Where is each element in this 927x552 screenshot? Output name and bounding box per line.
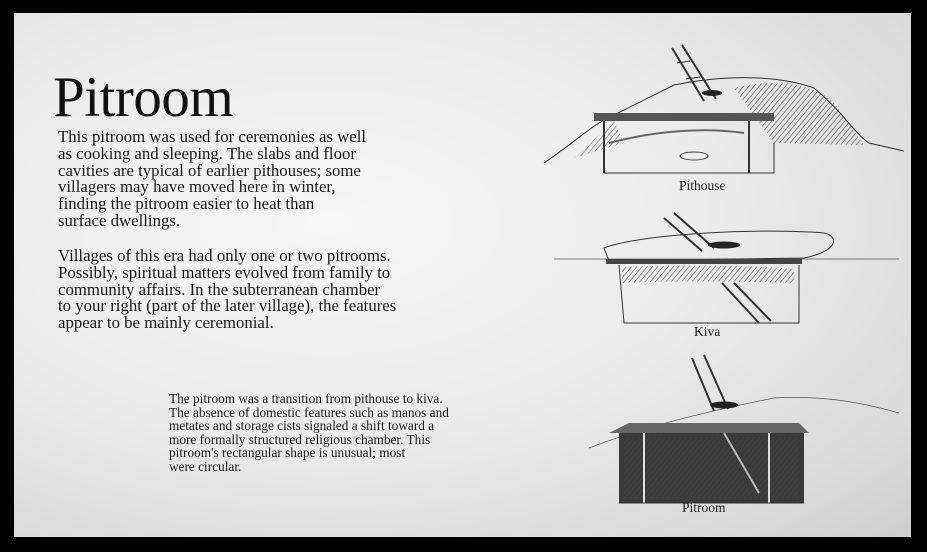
paragraph-line: Possibly, spiritual matters evolved from family to (58, 262, 391, 282)
paragraph-line: Villages of this era had only one or two pitrooms. (58, 246, 391, 265)
paragraph-line: This pitroom was used for ceremonies as well (58, 127, 367, 146)
pithouse-illustration (534, 43, 911, 183)
interpretive-sign (14, 13, 911, 537)
paragraph-line: were circular. (169, 458, 242, 474)
pithouse-caption: Pithouse (679, 178, 726, 193)
paragraph-line: community affairs. In the subterranean chamber (58, 279, 381, 299)
paragraph-line: pitroom's rectangular shape is unusual; most (169, 445, 406, 461)
paragraph-1 (58, 129, 578, 230)
paragraph-line: appear to be mainly ceremonial. (58, 313, 274, 333)
sign-title: Pitroom (53, 66, 234, 129)
paragraph-line: to your right (part of the later village), the features (58, 296, 397, 316)
paragraph-line: cavities are typical of earlier pithouses; some (58, 160, 361, 180)
paragraph-2 (58, 248, 578, 332)
paragraph-line: villagers may have moved here in winter, (58, 177, 336, 197)
kiva-caption: Kiva (694, 324, 721, 339)
paragraph-line: metates and storage cists signaled a shift toward a (169, 418, 435, 434)
kiva-illustration (554, 203, 904, 328)
paragraph-line: finding the pitroom easier to heat than (58, 194, 315, 214)
paragraph-line: more formally structured religious chamber. This (169, 431, 431, 447)
paragraph-line: The absence of domestic features such as manos and (169, 404, 449, 420)
paragraph-line: The pitroom was a transition from pithouse to kiva. (169, 391, 443, 406)
pitroom-caption: Pitroom (682, 500, 726, 515)
paragraph-3 (169, 392, 589, 474)
paragraph-line: as cooking and sleeping. The slabs and floor (58, 143, 356, 163)
pitroom-illustration (574, 353, 904, 508)
paragraph-line: surface dwellings. (58, 210, 181, 230)
